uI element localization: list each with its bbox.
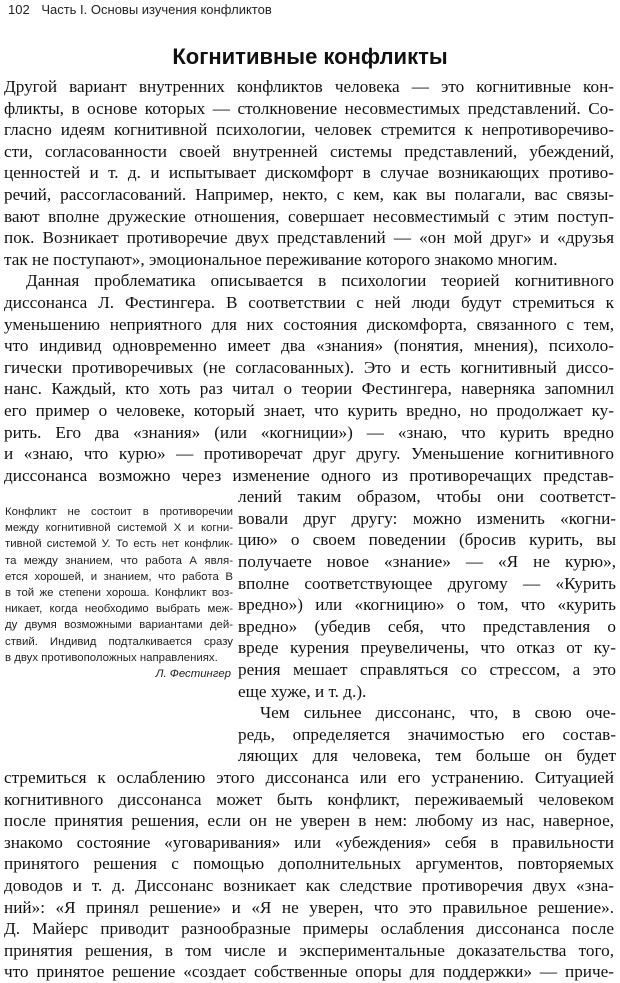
text-line: вают вполне дружеские отношения, совершает несовместимый с этим поступ-: [4, 206, 614, 226]
text-line: вовали друг другу: можно изменить «когни-: [238, 508, 616, 528]
quote-line: тивной системой У. То есть нет конфлик-: [5, 538, 233, 551]
text-line: лений таким образом, чтобы они соответст-: [238, 487, 616, 507]
text-line: диссонанса Л. Фестингера. В соответствии с ней люди будут стремиться к: [4, 292, 614, 312]
text-line: Чем сильнее диссонанс, что, в свою оче-: [260, 703, 616, 723]
text-line: ний»: «Я принял решение» и «Я не уверен, что это правильное решение».: [4, 897, 614, 917]
quote-line: никает, когда необходимо выбрать меж-: [5, 603, 233, 616]
text-line: диссонанса возможно через изменение одного из противоречащих представ-: [4, 465, 614, 485]
text-line: принятого решения с помощью дополнительных аргументов, повторяемых: [4, 854, 614, 874]
text-line: вполне соответствующее другому — «Курить: [238, 573, 616, 593]
quote-line: в той же степени хороша. Конфликт воз-: [5, 586, 233, 599]
text-line: гласно идеям когнитивной психологии, человек стремится к непротиворечиво-: [4, 120, 614, 140]
text-line: получаете новое «знание» — «Я не курю»,: [238, 552, 616, 572]
sidebar-quote: [5, 504, 233, 682]
text-line: редь, определяется значимостью его состав-: [238, 724, 616, 744]
text-line: еще хуже, и т. д.).: [238, 681, 367, 701]
text-line: вредно» (убедив себя, что представления о: [238, 616, 616, 636]
text-line: знакомо состояние «уговаривания» или «убеждения» себя в правильности: [4, 832, 614, 852]
text-line: что индивид одновременно имеет два «знания» (понятия, мнения), психоло-: [4, 336, 614, 356]
text-line: цию» о своем поведении (бросив курить, вы: [238, 530, 616, 550]
quote-attribution: Л. Фестингер: [155, 667, 231, 680]
quote-line: ду двумя возможными вариантами дей-: [5, 619, 233, 632]
text-line: гически противоречивых (не согласованных). Это и есть когнитивный диссо-: [4, 357, 614, 377]
text-line: уменьшению неприятного для них состояния дискомфорта, связанного с тем,: [4, 314, 614, 334]
text-line: сти, согласованности своей внутренней системы представлений, убеждений,: [4, 141, 614, 161]
text-line: его пример о человеке, который знает, что курить вредно, но продолжает ку-: [4, 400, 614, 420]
quote-line: между когнитивной системой X и когни-: [5, 522, 233, 535]
quote-line: ется хорошей, и знанием, что работа В: [5, 570, 233, 583]
text-line: что принятое решение «создает собственные опоры для поддержки» — приче-: [4, 962, 614, 982]
text-line: фликты, в основе которых — столкновение несовместимых представлений. Со-: [4, 98, 614, 118]
text-line: и «знаю, что курю» — противоречат друг другу. Уменьшение когнитивного: [4, 444, 614, 464]
quote-line: в двух противоположных направлениях.: [5, 651, 218, 664]
text-line: ценностей и т. д. и испытывает дискомфорт в случае возникающих противо-: [4, 163, 614, 183]
text-line: Другой вариант внутренних конфликтов человека — это когнитивные кон-: [4, 77, 614, 96]
text-line: доводов и т. д. Диссонанс возникает как следствие противоречия двух «зна-: [4, 875, 614, 895]
quote-line: та между знанием, что работа А явля-: [5, 554, 233, 567]
section-title: Когнитивные конфликты: [172, 44, 448, 69]
text-line: рения мешает справляться со стрессом, а это: [238, 660, 616, 680]
part-title: Часть I. Основы изучения конфликтов: [41, 2, 272, 17]
text-line: Данная проблематика описывается в психологии теорией когнитивного: [26, 271, 614, 291]
text-line: вредно») или «когницию» о том, что «курить: [238, 595, 616, 615]
page-number: 102: [8, 2, 30, 17]
text-line: речий, рассогласований. Например, некто, с кем, как вы полагали, вас связы-: [4, 184, 614, 204]
text-line: после принятия решения, если он не уверен в нем: любому из нас, наверное,: [4, 811, 614, 831]
quote-line: Конфликт не состоит в противоречии: [5, 506, 233, 518]
text-line: Д. Майерс приводит разнообразные примеры ослабления диссонанса после: [4, 919, 614, 939]
text-line: когнитивного диссонанса может быть конфликт, переживаемый человеком: [4, 789, 614, 809]
quote-line: ствий. Индивид подталкивается сразу: [5, 635, 233, 648]
text-line: так не поступают», эмоциональное переживание которого знакомо многим.: [4, 249, 558, 269]
text-line: вреде курения преувеличены, что отказ от ку-: [238, 638, 616, 658]
text-line: нанс. Каждый, кто хоть раз читал о теории Фестингера, наверняка запомнил: [4, 379, 614, 399]
running-header: [8, 2, 608, 17]
text-line: принятия решения, в том числе и экспериментальные доказательства того,: [4, 940, 614, 960]
text-line: рить. Его два «знания» (или «когниции») — «знаю, что курить вредно: [4, 422, 614, 442]
text-line: ляющих для человека, тем больше он будет: [238, 746, 616, 766]
text-line: стремиться к ослаблению этого диссонанса или его устранению. Ситуацией: [4, 768, 614, 787]
text-line: пок. Возникает противоречие двух представлений — «он мой друг» и «друзья: [4, 228, 614, 248]
